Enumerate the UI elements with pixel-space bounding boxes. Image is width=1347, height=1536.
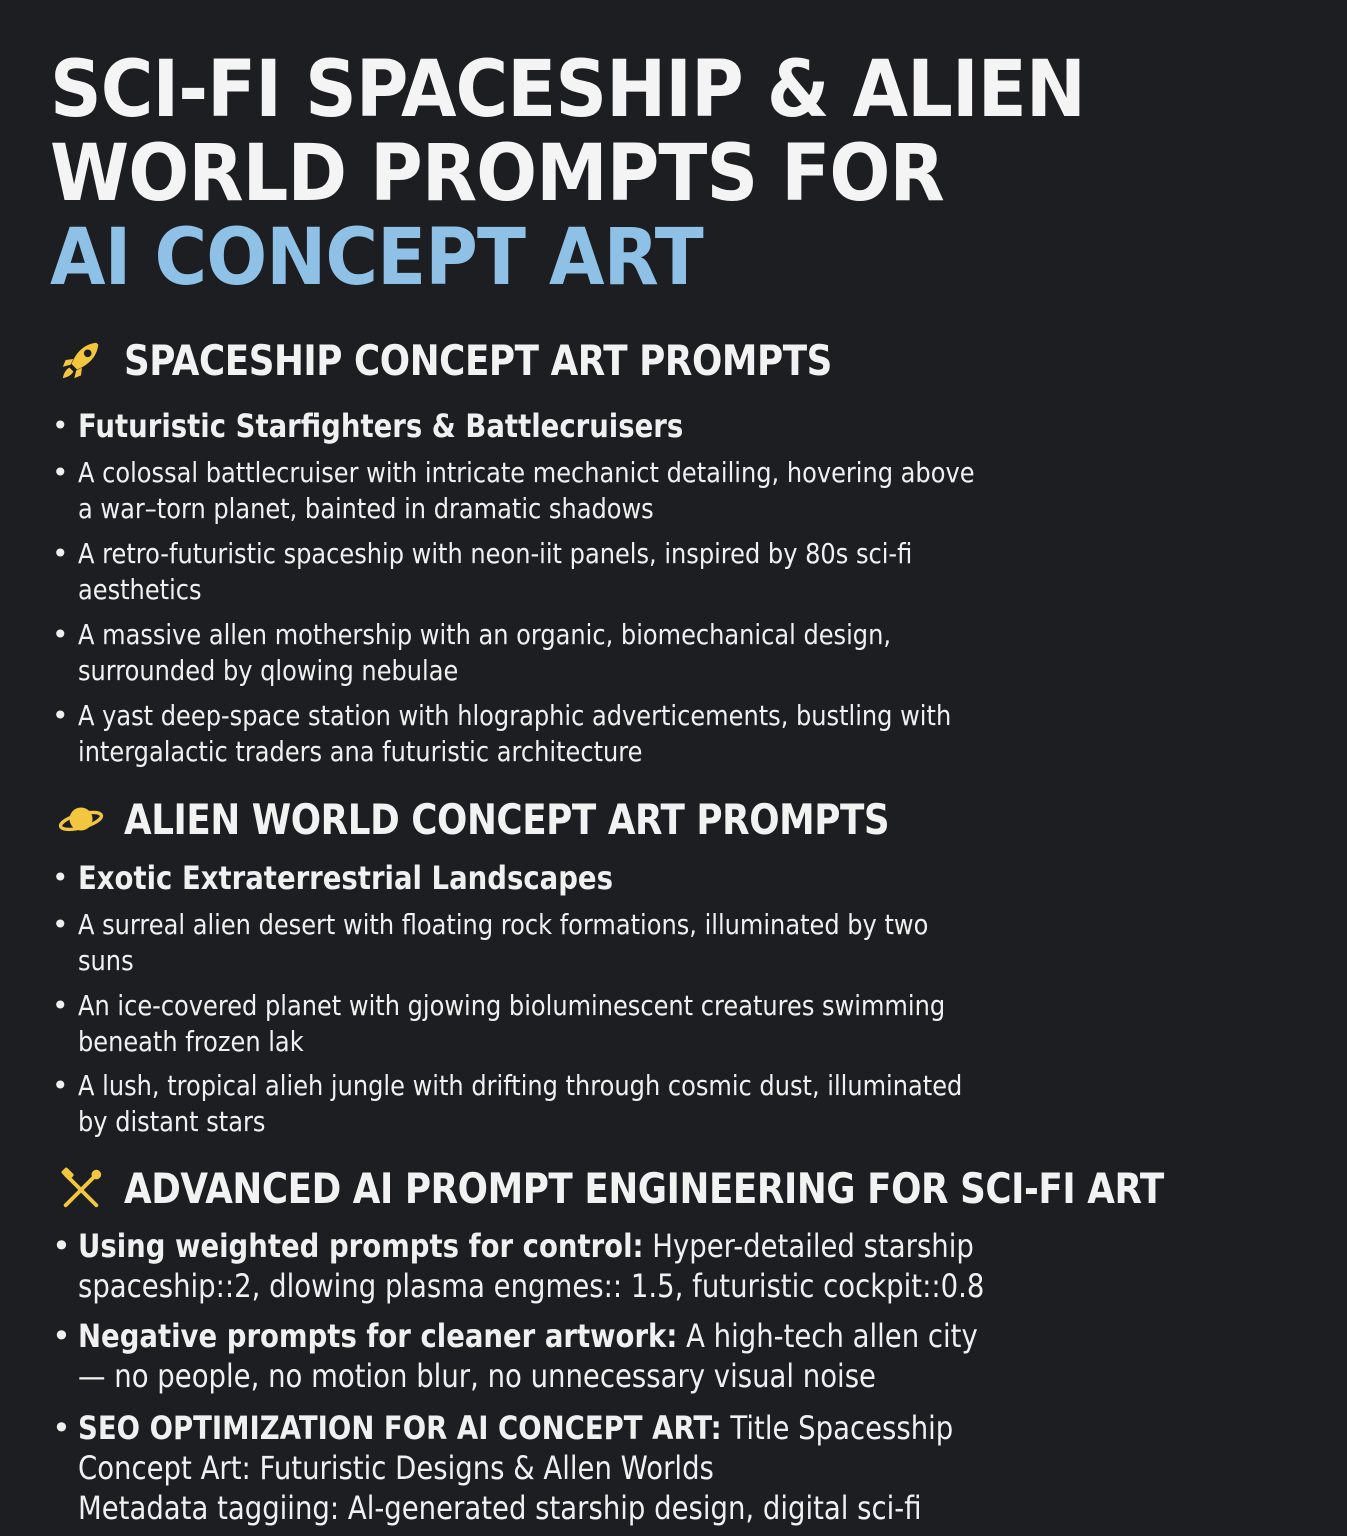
page-title [50, 45, 1085, 303]
list-item: • An ice-covered planet with gjowing bioluminescent creatures swimming beneath frozen lak [52, 989, 946, 1058]
list-item: • A colossal battlecruiser with intricate mechanict detailing, hovering above a war–torn planet, bainted in dramatic shadows [52, 456, 975, 525]
list-item: • A massive allen mothership with an organic, biomechanical design, surrounded by qlowing nebulae [52, 618, 891, 687]
item-text: Hyper-detailed starship spaceship::2, dlowing plasma engmes:: 1.5, futuristic cockpit::0.8 [78, 1227, 985, 1305]
item-text: Title Spacesship Concept Art: Futuristic Designs & Allen Worlds [78, 1409, 954, 1487]
planet-icon [58, 796, 104, 842]
section-heading-text: SPACESHIP CONCEPT ART PROMPTS [124, 335, 832, 385]
section-heading-prompt-engineering [58, 1162, 1347, 1214]
item-label: Using weighted prompts for control: [78, 1227, 644, 1265]
rocket-icon [58, 337, 104, 383]
section-heading-spaceship [58, 334, 957, 386]
list-item-weighted-prompts: • Using weighted prompts for control: Hyper-detailed starship spaceship::2, dlowing plasma engmes:: 1.5, futuristic cockpit::0.8 [52, 1227, 985, 1305]
list-item: • A lush, tropical alieh jungle with drifting through cosmic dust, illuminated by distant stars [52, 1069, 963, 1138]
title-line-1: SCI-FI SPACESHIP & ALIEN [50, 45, 1085, 135]
list-item: • A surreal alien desert with floating rock formations, illuminated by two suns [52, 908, 929, 977]
list-item-subheading: • Futuristic Starfighters & Battlecruisers [52, 407, 684, 445]
list-item-subheading: • Exotic Extraterrestrial Landscapes [52, 859, 613, 897]
list-item-seo: • SEO OPTIMIZATION FOR AI CONCEPT ART: Title Spacesship Concept Art: Futuristic Designs & Allen Worlds Metadata taggiing: Al-generated starship design, digital sci-fi [52, 1408, 992, 1528]
metadata-line: Metadata taggiing: Al-generated starship design, digital sci-fi [78, 1489, 922, 1527]
title-line-3: AI CONCEPT ART [50, 213, 703, 303]
item-label: SEO OPTIMIZATION FOR AI CONCEPT ART: [78, 1409, 722, 1447]
section-heading-alien-world [58, 793, 1024, 845]
item-label: Negative prompts for cleaner artwork: [78, 1317, 678, 1355]
list-item: • A retro-futuristic spaceship with neon-iit panels, inspired by 80s sci-fi aesthetics [52, 537, 913, 606]
list-item-negative-prompts: • Negative prompts for cleaner artwork: A high-tech allen city — no people, no motion blur, no unnecessary visual noise [52, 1317, 978, 1395]
crossed-tools-icon [58, 1165, 104, 1211]
section-heading-text: ADVANCED AI PROMPT ENGINEERING FOR SCI-FI ART [124, 1163, 1164, 1213]
list-item: • A yast deep-space station with hlographic adverticements, bustling with intergalactic traders ana futuristic architecture [52, 699, 952, 768]
title-line-2: WORLD PROMPTS FOR [50, 129, 944, 219]
section-heading-text: ALIEN WORLD CONCEPT ART PROMPTS [124, 794, 890, 844]
item-text: A high-tech allen city — no people, no motion blur, no unnecessary visual noise [78, 1317, 978, 1395]
